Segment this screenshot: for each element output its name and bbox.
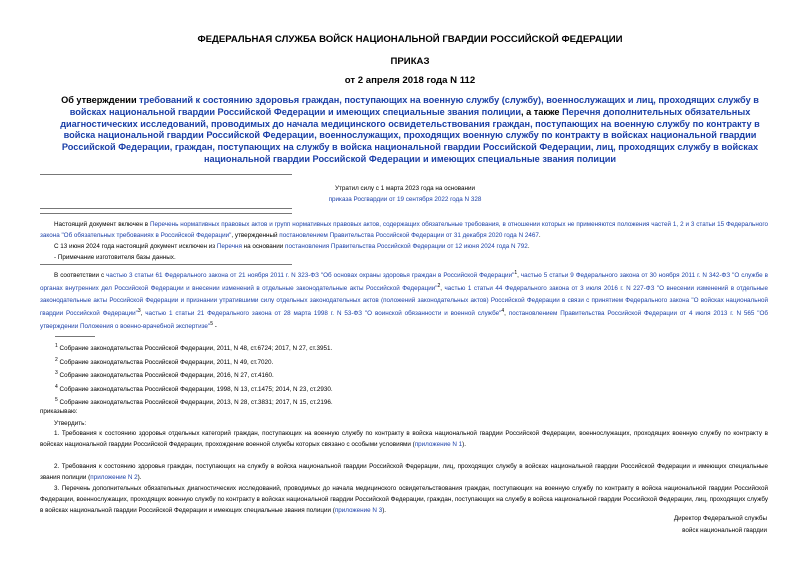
note-exclusion xyxy=(40,241,768,252)
footnote-3-num: 3 xyxy=(55,370,58,376)
status-note xyxy=(180,183,630,205)
note-exclusion-text: С 13 июня 2024 года настоящий документ исключен из xyxy=(54,243,217,250)
document-date: от 2 апреля 2018 года N 112 xyxy=(344,75,476,86)
item-1-text: 1. Требования к состоянию здоровья отдельных категорий граждан, поступающих на военную службу по контракту в войска национальной гвардии Российской Федерации, военнослужащих, проходящих военную службу по контракту в войсках национальной гвардии Российской Федерации, прохождение военной службы которых связано с особыми условиями ( xyxy=(40,430,768,449)
order-approve: Утвердить: xyxy=(54,420,87,427)
footnote-2-num: 2 xyxy=(55,357,58,363)
order-item-1 xyxy=(40,428,768,450)
footnote-1-text: Собрание законодательства Российской Федерации, 2011, N 48, ст.6724; 2017, N 27, ст.3951. xyxy=(57,345,333,353)
divider-status-2 xyxy=(40,213,292,214)
basis-link-323fz[interactable]: частью 3 статьи 61 Федерального закона от 21 ноября 2011 г. N 323-ФЗ "Об основах охраны здоровья граждан в Российской Федерации" xyxy=(106,272,515,280)
title-prefix: Об утверждении xyxy=(61,95,140,105)
item-2-text: 2. Требования к состоянию здоровья граждан, поступающих на службу в войска национальной гвардии Российской Федерации, лиц, проходящих службу в войсках национальной гвардии Российской Федерации и имеющих специальные звания полиции ( xyxy=(40,463,768,482)
basis-sep-1: , xyxy=(517,272,521,280)
agency-name: ФЕДЕРАЛЬНАЯ СЛУЖБА ВОЙСК НАЦИОНАЛЬНОЙ ГВАРДИИ РОССИЙСКОЙ ФЕДЕРАЦИИ xyxy=(197,34,623,45)
basis-footnote-ref-3[interactable]: 3 xyxy=(137,307,141,314)
item-2-end: ). xyxy=(137,474,142,482)
basis-link-565[interactable]: постановлением Правительства Российской Федерации от 4 июля 2013 г. N 565 "Об утверждении Положения о военно-врачебной экспертизе" xyxy=(40,309,769,331)
note-inclusion-link-decree[interactable]: постановлением Правительства Российской Федерации от 31 декабря 2020 года N 2467 xyxy=(279,232,539,240)
divider-notes xyxy=(40,264,292,265)
basis-end: - xyxy=(212,323,217,331)
basis-link-342fz[interactable]: частью 5 статьи 9 Федерального закона от 30 ноября 2011 г. N 342-ФЗ "О службе в органах внутренних дел Российской Федерации и внесении изменений в отдельные законодательные акты Российской Федерации" xyxy=(40,272,768,293)
note-exclusion-link-decree[interactable]: постановления Правительства Российской Федерации от 12 июня 2024 года N 792 xyxy=(285,243,528,250)
footnote-4-num: 4 xyxy=(55,384,58,390)
basis-sep-2: , xyxy=(440,285,445,293)
order-item-2 xyxy=(40,461,768,483)
footnote-2-text: Собрание законодательства Российской Федерации, 2011, N 49, ст.7020. xyxy=(57,359,274,367)
title-connector: , а также xyxy=(521,106,563,117)
signature-line-1: Директор Федеральной службы xyxy=(673,515,767,522)
footnote-3-text: Собрание законодательства Российской Федерации, 2016, N 27, ст.4160. xyxy=(57,372,274,380)
db-note: - Примечание изготовителя базы данных. xyxy=(54,254,176,261)
item-1-end: ). xyxy=(462,441,466,449)
footnote-2 xyxy=(55,355,273,368)
footnote-1 xyxy=(55,341,332,354)
item-3-end: ). xyxy=(382,507,387,515)
note-exclusion-link-list[interactable]: Перечня xyxy=(216,243,242,250)
status-link[interactable]: приказа Росгвардии от 19 сентября 2022 года N 328 xyxy=(328,196,482,203)
footnote-4-text: Собрание законодательства Российской Федерации, 1998, N 13, ст.1475; 2014, N 23, ст.2930. xyxy=(57,386,333,394)
note-exclusion-text-2: на основании xyxy=(241,243,286,250)
footnote-5-text: Собрание законодательства Российской Федерации, 2013, N 28, ст.3831; 2017, N 15, ст.2196. xyxy=(57,399,333,407)
footnote-3 xyxy=(55,368,274,381)
item-2-appendix-link[interactable]: приложение N 2 xyxy=(90,474,138,482)
item-1-appendix-link[interactable]: приложение N 1 xyxy=(414,441,463,449)
basis-footnote-ref-2[interactable]: 2 xyxy=(437,283,441,290)
order-verb: приказываю: xyxy=(40,408,78,415)
footnote-1-num: 1 xyxy=(55,343,58,349)
document-title xyxy=(52,95,768,166)
footnote-5-num: 5 xyxy=(55,397,58,403)
document-type: ПРИКАЗ xyxy=(390,56,430,67)
signature-line-2: войск национальной гвардии xyxy=(682,527,767,534)
signature-block xyxy=(674,513,767,537)
basis-link-227fz[interactable]: частью 1 статьи 44 Федерального закона от 3 июля 2016 г. N 227-ФЗ "О внесении изменений в отдельные законодательные акты Российской Федерации и признании утратившими силу отдельных законодательных актов (положений законодательных актов) Российской Федерации в связи с принятием Федерального закона "О войсках национальной гвардии Российской Федерации" xyxy=(40,285,769,317)
title-link-list[interactable]: Перечня дополнительных обязательных диагностических исследований, проводимых до начала медицинского освидетельствования граждан, поступающих на военную службу по контракту в войска национальной гвардии Российской Федерации, военнослужащих, проходящих военную службу по контракту в войсках национальной гвардии Российской Федерации, граждан, поступающих на службу в войска национальной гвардии Российской Федерации, лиц, проходящих службу в войсках национальной гвардии Российской Федерации и имеющих специальные звания полиции xyxy=(60,106,760,164)
note-inclusion-text-2: , утвержденный xyxy=(231,232,280,240)
basis-footnote-ref-1[interactable]: 1 xyxy=(514,270,518,276)
basis-intro: В соответствии с xyxy=(54,272,107,280)
divider-status-1 xyxy=(40,208,292,209)
basis-sep-3: , xyxy=(140,309,146,317)
note-inclusion-text: Настоящий документ включен в xyxy=(54,221,151,228)
note-inclusion-link-list[interactable]: Перечень нормативных правовых актов и групп нормативных правовых актов, содержащих обязательные требования, в отношении которых не применяются положения частей 1, 2 и 3 статьи 15 Федерального закона "Об обязательных требованиях в Российской Федерации" xyxy=(40,221,768,240)
basis-link-53fz[interactable]: частью 1 статьи 21 Федерального закона от 28 марта 1998 г. N 53-ФЗ "О воинской обязанности и военной службе" xyxy=(145,309,502,317)
basis-footnote-ref-5[interactable]: 5 xyxy=(210,321,213,328)
basis-sep-4: , xyxy=(504,309,509,317)
title-link-requirements[interactable]: требований к состоянию здоровья граждан, поступающих на военную службу (службу), военнослужащих и лиц, проходящих службу в войсках национальной гвардии Российской Федерации и имеющих специальные звания полиции xyxy=(69,95,759,117)
divider-top xyxy=(40,174,292,175)
note-inclusion-end: . xyxy=(538,232,541,240)
divider-footnotes xyxy=(55,336,95,337)
item-3-appendix-link[interactable]: приложение N 3 xyxy=(334,507,383,515)
note-inclusion xyxy=(40,219,768,241)
order-item-3 xyxy=(40,483,768,517)
item-3-text: 3. Перечень дополнительных обязательных диагностических исследований, проводимых до начала медицинского освидетельствования граждан, поступающих на военную службу по контракту в войска национальной гвардии Российской Федерации, военнослужащих, проходящих военную службу по контракту в войсках национальной гвардии Российской Федерации, граждан, поступающих на службу в войска национальной гвардии Российской Федерации, лиц, проходящих службу в войсках национальной гвардии Российской Федерации и имеющих специальные звания полиции ( xyxy=(40,485,768,515)
status-line: Утратил силу с 1 марта 2023 года на основании xyxy=(334,185,476,192)
basis-footnote-ref-4[interactable]: 4 xyxy=(501,307,505,314)
note-exclusion-end: . xyxy=(527,243,530,250)
footnote-4 xyxy=(55,382,333,395)
legal-basis xyxy=(40,268,768,332)
